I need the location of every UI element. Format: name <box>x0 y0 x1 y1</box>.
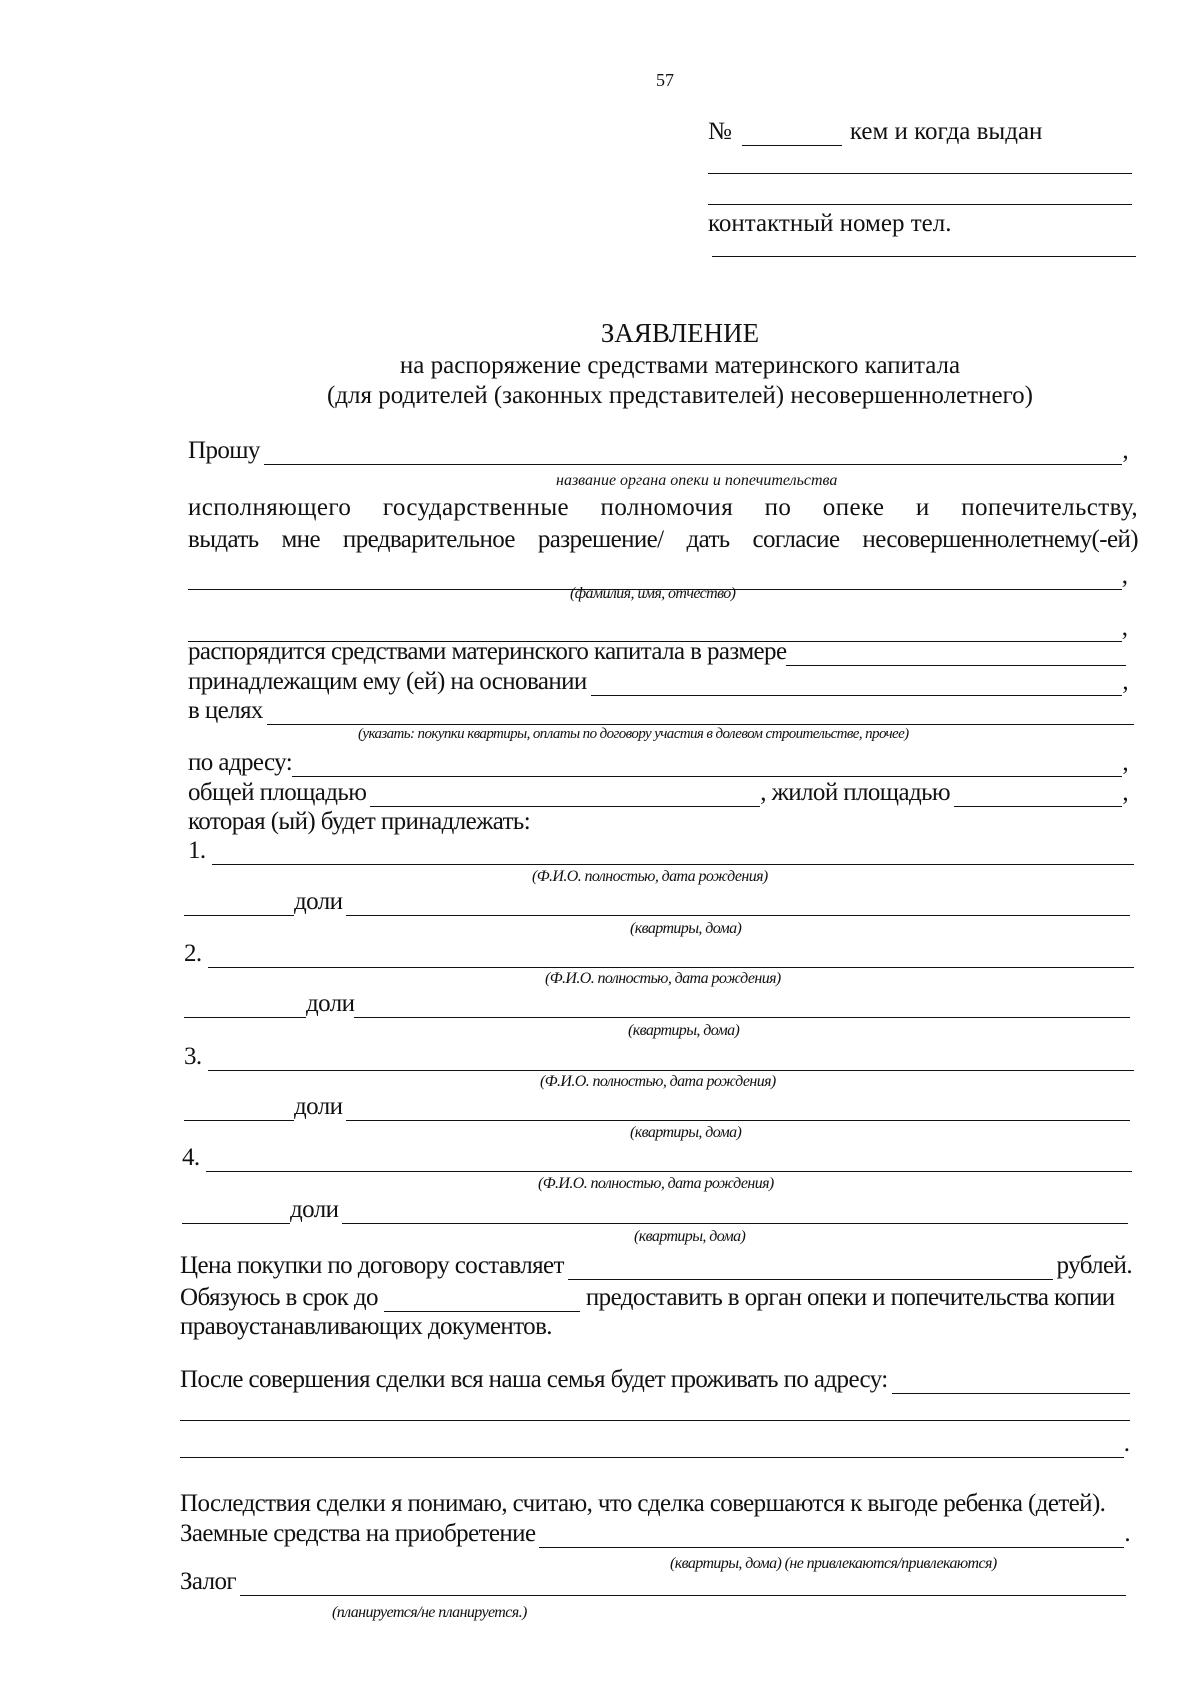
owner-4-share-row <box>182 1196 1128 1224</box>
hint-flat: (квартиры, дома) <box>634 1228 746 1245</box>
owner-2-share-row <box>184 990 1130 1018</box>
loan-field[interactable] <box>539 1527 1124 1548</box>
hint-purpose: (указать: покупки квартиры, оплаты по договору участия в долевом строительстве, прочее) <box>358 726 909 742</box>
share-label: доли <box>294 888 343 915</box>
owner-number: 2. <box>184 940 202 967</box>
living-area-label: , жилой площадью <box>760 779 950 806</box>
consequences-text: Последствия сделки я понимаю, считаю, что сделка совершаются к выгоде ребенка (детей). <box>180 1490 1106 1517</box>
loan-row <box>180 1520 1130 1548</box>
amount-row <box>188 638 1126 666</box>
owner-2-share-field[interactable] <box>184 997 306 1018</box>
hint-loan: (квартиры, дома) (не привлекаются/привлекаются) <box>670 1555 997 1572</box>
owners-intro: которая (ый) будет принадлежать: <box>188 808 531 835</box>
basis-row <box>188 668 1128 696</box>
owner-3-share-row <box>184 1093 1130 1121</box>
area-row <box>188 779 1128 807</box>
future-address-field[interactable] <box>892 1373 1130 1394</box>
number-sign: № <box>708 118 732 145</box>
comma: , <box>1121 614 1128 641</box>
owner-2-fio-field[interactable] <box>208 947 1134 968</box>
basis-field[interactable] <box>591 675 1123 696</box>
future-address-label: После совершения сделки вся наша семья будет проживать по адресу: <box>180 1366 888 1393</box>
owner-number: 4. <box>182 1144 200 1171</box>
owner-1-fio-field[interactable] <box>212 844 1134 865</box>
owner-4-fio-field[interactable] <box>206 1151 1132 1172</box>
page-subtitle-2: (для родителей (законных представителей) несовершеннолетнего) <box>326 382 1034 409</box>
hint-flat: (квартиры, дома) <box>630 1124 742 1141</box>
amount-label: распорядится средствами материнского капитала в размере <box>188 638 787 665</box>
price-field[interactable] <box>568 1259 1053 1280</box>
collateral-field[interactable] <box>240 1575 1126 1596</box>
hint-collateral: (планируется/не планируется.) <box>332 1604 527 1621</box>
paragraph-line-2: выдать мне предварительное разрешение/ дать согласие несовершеннолетнему(-ей) <box>188 526 1138 553</box>
phone-field[interactable] <box>712 256 1136 257</box>
future-address-field-2[interactable] <box>180 1420 1130 1421</box>
documents-label: правоустанавливающих документов. <box>180 1313 552 1340</box>
owner-1-share-row <box>184 888 1130 916</box>
owner-1-row <box>188 837 1134 865</box>
hint-flat: (квартиры, дома) <box>630 920 742 937</box>
purpose-row <box>188 697 1134 725</box>
issued-by-field-2[interactable] <box>708 204 1132 205</box>
total-area-label: общей площадью <box>188 779 367 806</box>
provide-label: предоставить в орган опеки и попечительства копии <box>585 1284 1115 1311</box>
share-label: доли <box>290 1196 339 1223</box>
amount-field[interactable] <box>786 645 1126 666</box>
issued-by-label: кем и когда выдан <box>849 118 1043 145</box>
prosh-label: Прошу <box>188 437 260 464</box>
owner-3-share-field[interactable] <box>184 1100 294 1121</box>
total-area-field[interactable] <box>370 786 760 807</box>
deadline-field[interactable] <box>384 1291 580 1312</box>
page-subtitle: на распоряжение средствами материнского капитала <box>399 352 961 379</box>
future-address-row <box>180 1366 1130 1394</box>
page-title: ЗАЯВЛЕНИЕ <box>600 318 760 348</box>
rubles-label: рублей. <box>1056 1252 1132 1279</box>
price-label: Цена покупки по договору составляет <box>180 1252 564 1279</box>
owner-number: 1. <box>188 837 206 864</box>
comma: , <box>1122 668 1128 695</box>
guardianship-organ-field[interactable] <box>264 444 1123 465</box>
address-row <box>188 749 1128 777</box>
owner-1-share-field[interactable] <box>184 895 294 916</box>
paragraph-line-1: исполняющего государственные полномочия по опеке и попечительству, <box>188 494 1138 521</box>
comma: , <box>1121 562 1128 589</box>
dot: . <box>1124 1520 1130 1547</box>
collateral-row <box>180 1568 1126 1596</box>
issued-by-field-1[interactable] <box>708 173 1132 174</box>
passport-number-field[interactable] <box>742 125 842 146</box>
share-label: доли <box>294 1093 343 1120</box>
deadline-label: Обязуюсь в срок до <box>180 1284 378 1311</box>
owner-3-object-field[interactable] <box>346 1100 1130 1121</box>
comma: , <box>1122 437 1128 464</box>
address-field[interactable] <box>292 756 1122 777</box>
basis-label: принадлежащим ему (ей) на основании <box>188 668 587 695</box>
hint-fio: (фамилия, имя, отчество) <box>570 585 736 602</box>
comma: , <box>1122 779 1128 806</box>
address-label: по адресу: <box>188 749 293 776</box>
hint-owner: (Ф.И.О. полностью, дата рождения) <box>532 868 768 885</box>
owner-4-share-field[interactable] <box>182 1203 290 1224</box>
hint-owner: (Ф.И.О. полностью, дата рождения) <box>538 1175 774 1192</box>
future-address-row-3 <box>180 1430 1130 1458</box>
owner-1-object-field[interactable] <box>346 895 1130 916</box>
owner-4-row <box>182 1144 1132 1172</box>
owner-number: 3. <box>184 1043 202 1070</box>
prosh-row <box>188 437 1128 465</box>
comma: , <box>1122 749 1128 776</box>
purpose-field[interactable] <box>267 704 1134 725</box>
purpose-label: в целях <box>188 697 263 724</box>
price-row <box>180 1252 1132 1280</box>
owner-2-row <box>184 940 1134 968</box>
hint-owner: (Ф.И.О. полностью, дата рождения) <box>540 1073 776 1090</box>
collateral-label: Залог <box>180 1568 237 1595</box>
loan-label: Заемные средства на приобретение <box>180 1520 536 1547</box>
future-address-field-3[interactable] <box>180 1437 1124 1458</box>
living-area-field[interactable] <box>954 786 1122 807</box>
hint-flat: (квартиры, дома) <box>628 1022 740 1039</box>
share-label: доли <box>306 990 355 1017</box>
phone-label: контактный номер тел. <box>708 210 952 237</box>
page-number: 57 <box>656 70 674 90</box>
passport-number-row <box>708 118 1092 146</box>
owner-3-row <box>184 1043 1134 1071</box>
owner-3-fio-field[interactable] <box>208 1050 1134 1071</box>
hint-organ: название органа опеки и попечительства <box>556 472 838 489</box>
dot: . <box>1123 1430 1130 1457</box>
deadline-row <box>180 1284 1134 1312</box>
hint-owner: (Ф.И.О. полностью, дата рождения) <box>545 970 781 987</box>
owner-2-object-field[interactable] <box>354 997 1130 1018</box>
owner-4-object-field[interactable] <box>342 1203 1128 1224</box>
